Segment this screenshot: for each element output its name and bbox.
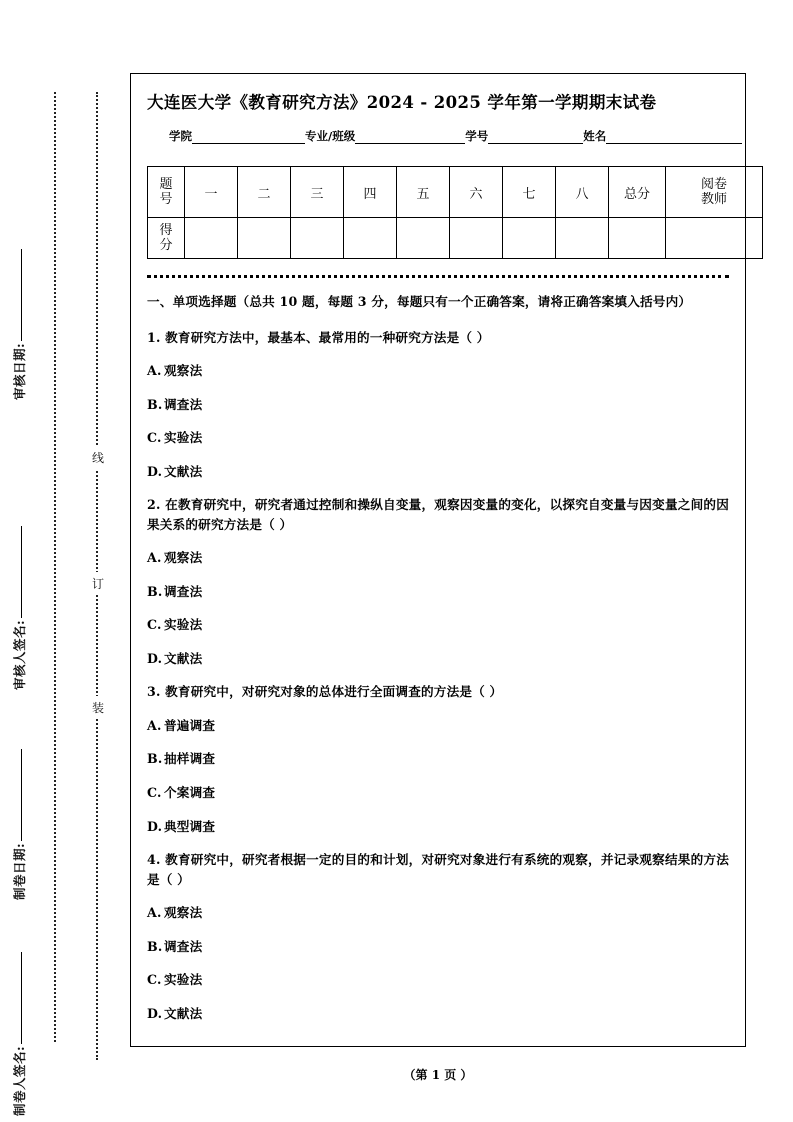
- question-2-option-b-text: 调查法: [164, 583, 203, 599]
- outer-dotted-rule: [54, 92, 56, 1042]
- margin-label-author-signature-text: 制卷人签名:: [12, 1045, 27, 1116]
- score-cell-1[interactable]: [185, 218, 238, 259]
- binding-char-xian: 线: [88, 446, 108, 469]
- score-cell-8[interactable]: [556, 218, 609, 259]
- exam-page-frame: [130, 73, 746, 1047]
- question-3-option-a[interactable]: [147, 716, 729, 736]
- margin-label-review-date-blank: [21, 249, 22, 341]
- question-2-option-d-letter: D.: [147, 650, 163, 666]
- score-cell-2[interactable]: [238, 218, 291, 259]
- question-2-option-d-text: 文献法: [164, 650, 203, 666]
- margin-label-review-date: [10, 100, 28, 400]
- field-major-class-label: 专业/班级: [305, 129, 356, 144]
- section-heading-1: 一、单项选择题（总共 10 题，每题 3 分，每题只有一个正确答案，请将正确答案填入括号内）: [147, 294, 692, 310]
- field-college-input[interactable]: [192, 130, 305, 144]
- question-3: 3. 教育研究中，对研究对象的总体进行全面调查的方法是（ ）: [147, 684, 503, 700]
- question-3-option-d[interactable]: [147, 817, 729, 837]
- margin-label-reviewer-signature-text: 审核人签名:: [12, 619, 27, 690]
- score-table: [147, 166, 763, 259]
- question-3-option-a-text: 普遍调查: [164, 717, 216, 733]
- score-table-col-1: 一: [185, 167, 238, 218]
- field-major-class: [305, 128, 465, 144]
- question-4-option-c[interactable]: [147, 970, 729, 990]
- field-college: [169, 128, 305, 144]
- question-3-option-a-letter: A.: [147, 717, 162, 733]
- question-1-option-c-letter: C.: [147, 430, 162, 446]
- question-1-option-d-text: 文献法: [164, 463, 203, 479]
- question-2-option-b[interactable]: [147, 582, 729, 602]
- row-header-question-line1: 题: [159, 176, 173, 192]
- question-4-option-a[interactable]: [147, 903, 729, 923]
- question-4: 4. 教育研究中，研究者根据一定的目的和计划，对研究对象进行有系统的观察，并记录观察结果的方法是（ ）: [147, 852, 729, 887]
- question-1-option-b-text: 调查法: [164, 396, 203, 412]
- question-1: 1. 教育研究方法中，最基本、最常用的一种研究方法是（ ）: [147, 329, 490, 345]
- col-teacher-line1: 阅卷: [700, 176, 727, 192]
- margin-label-paper-date-text: 制卷日期:: [12, 842, 27, 900]
- page-footer: （第 1 页 ）: [403, 1068, 473, 1082]
- question-2-option-a[interactable]: [147, 548, 729, 568]
- score-table-col-7: 七: [503, 167, 556, 218]
- binding-char-zhuang: 装: [88, 696, 108, 719]
- question-4-option-d-letter: D.: [147, 1005, 163, 1021]
- question-2: 2. 在教育研究中，研究者通过控制和操纵自变量，观察因变量的变化，以探究自变量与因变量之间的因果关系的研究方法是（ ）: [147, 497, 729, 532]
- col-teacher-line2: 教师: [700, 192, 727, 208]
- page-title: 大连医大学《教育研究方法》2024 - 2025 学年第一学期期末试卷: [147, 93, 657, 112]
- question-4-option-b[interactable]: [147, 937, 729, 957]
- score-table-col-2: 二: [238, 167, 291, 218]
- margin-label-author-signature: [10, 816, 28, 1116]
- binding-char-ding: 订: [88, 572, 108, 595]
- question-1-option-b-letter: B.: [147, 396, 163, 412]
- score-table-col-4: 四: [344, 167, 397, 218]
- score-table-row-header-score: [148, 218, 185, 259]
- score-table-col-total: 总分: [609, 167, 666, 218]
- score-cell-teacher[interactable]: [666, 218, 763, 259]
- question-1-option-d[interactable]: [147, 462, 729, 482]
- question-4-option-a-letter: A.: [147, 905, 162, 921]
- question-1-option-a[interactable]: [147, 361, 729, 381]
- question-3-option-b-letter: B.: [147, 751, 163, 767]
- field-name: [583, 128, 742, 144]
- question-1-option-b[interactable]: [147, 395, 729, 415]
- question-1-option-c[interactable]: [147, 428, 729, 448]
- question-1-option-a-letter: A.: [147, 363, 162, 379]
- question-4-option-b-letter: B.: [147, 938, 163, 954]
- question-2-option-c[interactable]: [147, 615, 729, 635]
- score-table-col-8: 八: [556, 167, 609, 218]
- question-2-option-a-text: 观察法: [164, 550, 203, 566]
- row-header-question-line2: 号: [159, 192, 173, 208]
- field-student-id-input[interactable]: [488, 130, 583, 144]
- score-cell-4[interactable]: [344, 218, 397, 259]
- score-table-col-5: 五: [397, 167, 450, 218]
- section-divider: [147, 275, 729, 278]
- question-3-option-b-text: 抽样调查: [164, 751, 216, 767]
- score-cell-5[interactable]: [397, 218, 450, 259]
- question-3-option-d-text: 典型调查: [164, 818, 216, 834]
- field-college-label: 学院: [169, 129, 192, 144]
- score-cell-7[interactable]: [503, 218, 556, 259]
- question-4-option-c-text: 实验法: [164, 972, 203, 988]
- field-student-id-label: 学号: [465, 129, 489, 144]
- score-table-header-row: [148, 167, 763, 218]
- score-table-col-teacher: [666, 167, 763, 218]
- question-2-option-c-text: 实验法: [164, 617, 203, 633]
- field-name-label: 姓名: [583, 129, 607, 144]
- question-1-option-c-text: 实验法: [164, 430, 203, 446]
- question-2-option-a-letter: A.: [147, 550, 162, 566]
- exam-content: [147, 292, 729, 1023]
- score-table-score-row: [148, 218, 763, 259]
- row-header-score-line2: 分: [159, 238, 173, 254]
- question-4-option-b-text: 调查法: [164, 938, 203, 954]
- question-3-option-b[interactable]: [147, 749, 729, 769]
- score-table-row-header-question: [148, 167, 185, 218]
- question-2-option-c-letter: C.: [147, 617, 162, 633]
- score-table-col-6: 六: [450, 167, 503, 218]
- score-table-col-3: 三: [291, 167, 344, 218]
- margin-label-review-date-text: 审核日期:: [12, 342, 27, 400]
- question-3-option-c-text: 个案调查: [164, 785, 216, 800]
- field-student-id: [465, 128, 583, 144]
- score-cell-total[interactable]: [609, 218, 666, 259]
- question-2-option-b-letter: B.: [147, 583, 163, 599]
- question-2-option-d[interactable]: [147, 649, 729, 669]
- question-3-option-d-letter: D.: [147, 818, 163, 834]
- question-1-option-a-text: 观察法: [164, 363, 203, 379]
- question-3-option-c[interactable]: [147, 783, 729, 803]
- field-name-input[interactable]: [606, 130, 742, 144]
- student-info-row: [147, 128, 729, 144]
- question-4-option-c-letter: C.: [147, 972, 162, 988]
- question-4-option-a-text: 观察法: [164, 905, 203, 921]
- left-margin-labels: [0, 0, 60, 1122]
- question-4-option-d-text: 文献法: [164, 1005, 203, 1021]
- question-1-option-d-letter: D.: [147, 463, 163, 479]
- margin-label-author-signature-blank: [21, 952, 22, 1044]
- score-cell-3[interactable]: [291, 218, 344, 259]
- row-header-score-line1: 得: [159, 222, 173, 238]
- score-cell-6[interactable]: [450, 218, 503, 259]
- question-3-option-c-letter: C.: [147, 785, 162, 800]
- question-4-option-d[interactable]: [147, 1004, 729, 1024]
- field-major-class-input[interactable]: [355, 130, 465, 144]
